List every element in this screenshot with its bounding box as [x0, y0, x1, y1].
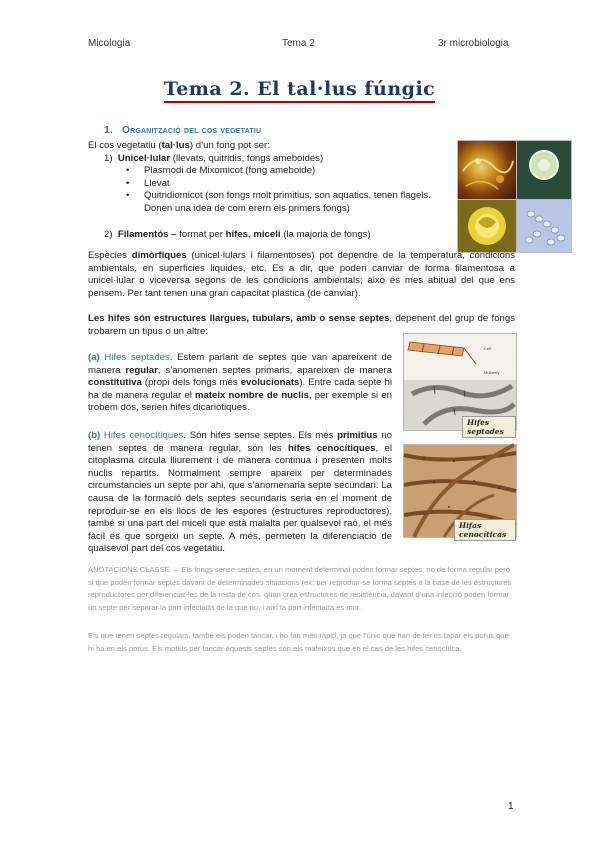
- coenocytic-hyphae-figure: [403, 444, 517, 538]
- figure-small-label: Cell: [484, 346, 491, 351]
- yeast-cells-photo: [516, 199, 572, 253]
- class-notes-2-text: Els que tenen septes regulars, també els poden tancar, i ho fan mes ràpid, ja que l’únic que han de fer es tapar els porus que hi ha en els porus. Els motius per tancar aquests septes son els mateixos que en el cas de les hifes cenocítica.: [88, 631, 509, 653]
- chytrid-photo: [457, 199, 517, 253]
- section-title: Organització del cos vegetatiu: [122, 125, 262, 136]
- header-right: 3r microbiologia: [438, 38, 509, 49]
- bullet-item: • Plasmodi de Mixomicot (fong ameboide): [114, 165, 450, 178]
- bullet-item: • Llevat: [114, 178, 450, 191]
- page-number: 1: [508, 801, 514, 812]
- list-item-unicelular: 1) Unicel·lular (llevats, quitridis, fongs ameboides) • Plasmodi de Mixomicot (fong ameboide) • Llevat • Quitridiomicot (son fongs molt primitius, son aquatics, tenen flagels. Donen una idea de com erern els primers fongs): [88, 153, 450, 216]
- paragraph-hifes: Les hifes són estructures llargues, tubulars, amb o sense septes, depenent del grup de fongs trobarem un tipus o un altre:: [88, 313, 515, 337]
- coenocytic-hyphae-caption: Hifas cenocíticas: [454, 519, 516, 541]
- intro-line: El cos vegetatiu (tal·lus) d’un fong pot ser:: [88, 140, 270, 151]
- class-notes-2: [88, 630, 515, 655]
- plasmodium-texture: [458, 141, 516, 199]
- septate-hyphae-caption: Hifes septades: [462, 416, 516, 438]
- page-title-text: Tema 2. El tal·lus fúngic: [164, 78, 435, 103]
- section-heading: [104, 125, 261, 136]
- yeast-cells-shape: [517, 200, 571, 252]
- paragraph-hifes-cenocitiques: (b) Hifes cenocítiques. Són hifes sense septes. Els més primitius no tenen septes de manera regular, són les hifes cenocítiques, el citoplasma circula lliurement i de manera continua i presenten molts nuclis repartits. Normalment sempre apareix per determinades circumstancies un septe por ahi, que s’anomenaria septe secundari. La causa de la formació dels septes secundaris seria en el moment de reproduir-se en els llocs de les espores (estructures reproductores), també si una part del miceli que està malalta per qualsevol raó, el més fàcil és que sorgeixi un septe. A més, permeten la diferenciació de qualsevol part del cos vegetatiu.: [88, 430, 392, 555]
- intro-block: [88, 140, 450, 216]
- paragraph-hifes-septades: (a) Hifes septades. Estem parlant de septes que van apareixent de manera regular, s’anomenen septes primaris, apareixen de manera constitutiva (propi dels fongs més evolucionats). Entre cada septe hi ha de manera regular el mateix nombre de nuclis, per exemple si en trobem dos, serien hifes dicariòtiques.: [88, 352, 393, 414]
- yeast-colony-shape: [517, 141, 571, 199]
- septate-hyphae-figure: [403, 333, 517, 436]
- plasmodium-photo: [457, 140, 517, 200]
- page-title: [0, 78, 599, 100]
- paragraph-dimorfiques: Espècies dimòrfiques (unicel·lulars i filamentoses) pot dependre de la temperatura, condicions ambientals, en superficies liquides, etc. Es a dir, que poden canviar de forma filamentosa a unicel·lular o viceversa segons de les condicions ambientals; aixo és mes abitual del que ens pensem. Per tant tenen una gran capacitat plastica (de canviar).: [88, 250, 516, 299]
- figure-small-label: Mulberry: [484, 370, 500, 375]
- header-center: Tema 2: [282, 38, 315, 49]
- yeast-colony-photo: [516, 140, 572, 200]
- chytrid-shape: [458, 200, 516, 252]
- section-number: 1.: [104, 125, 113, 136]
- class-notes-1: [88, 564, 515, 614]
- list-item-filamentos: 2) Filamentós – format per hifes, miceli (la majoria de fongs): [104, 229, 371, 240]
- bullet-item: • Quitridiomicot (son fongs molt primitius, son aquatics, tenen flagels. Donen una idea de com erern els primers fongs): [114, 190, 450, 215]
- class-notes-1-text: ANOTACIONS CLASSE → Els fongs sense septes, en un moment determinat poden formar septes, no de forma regular però si que poden formar septes davant de determinades situacions (ex: per reproduir-se forma septes a la base de les estructures reproductores per diferenciar-les de la resta de cos, quan crea estructures de resistència, davant d’una infecció poden formar un septe per separar la part infectada de la que no, i així la part infectada es mor.: [88, 565, 512, 612]
- header-left: Micologia: [88, 38, 131, 49]
